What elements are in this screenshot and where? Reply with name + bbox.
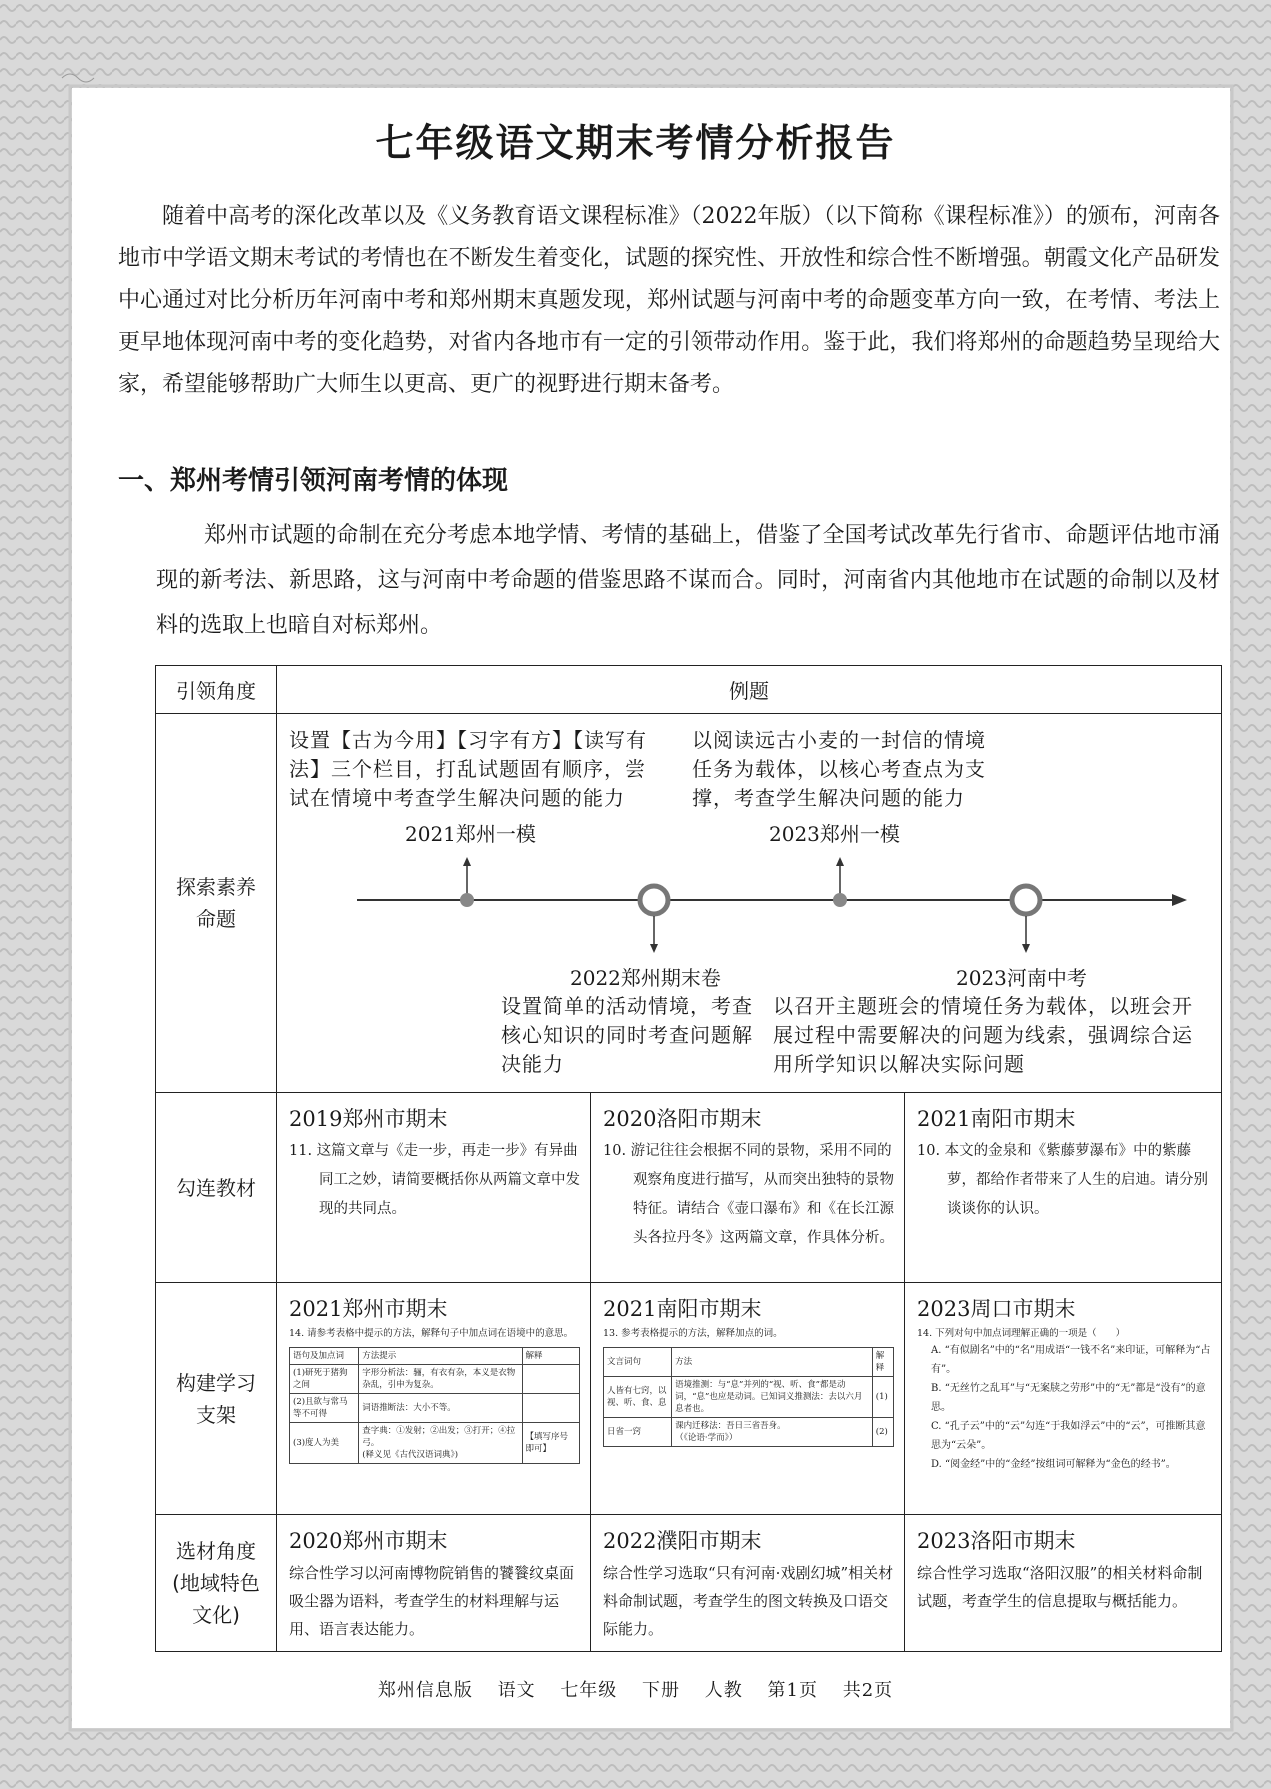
scaffold-cell: (2)且欲与常马等不可得 <box>290 1394 359 1423</box>
table-row <box>156 1515 1222 1652</box>
footer-subject: 语文 <box>497 1680 536 1701</box>
angle-cell <box>156 1515 277 1652</box>
table-row <box>156 714 1222 1093</box>
page-footer <box>0 1676 1271 1702</box>
arrow-down-icon <box>650 944 658 953</box>
angle-label: 文化) <box>192 1603 240 1627</box>
footer-page: 第1页 <box>767 1680 818 1701</box>
table-row <box>156 1283 1222 1515</box>
example-cell <box>277 1093 591 1283</box>
example-question: 14. 请参考表格中提示的方法，解释句子中加点词在语境中的意思。 <box>289 1328 574 1339</box>
intro-text: 随着中高考的深化改革以及《义务教育语文课程标准》（2022年版）（以下简称《课程标准》）的颁布，河南各地市中学语文期末考试的考情也在不断发生着变化，试题的探究性、开放性和综合性不断增强。朝霞文化产品研发中心通过对比分析历年河南中考和郑州期末真题发现，郑州试题与河南中考的命题变革方向一致，在考情、考法上更早地体现河南中考的变化趋势，对省内各地市有一定的引领带动作用。鉴于此，我们将郑州的命题趋势呈现给大家，希望能够帮助广大师生以更高、更广的视野进行期末备考。 <box>118 204 1220 397</box>
timeline-desc: 以召开主题班会的情境任务为载体，以班会开展过程中需要解决的问题为线索，强调综合运用所学知识以解决实际问题 <box>773 994 1193 1076</box>
scaffold-cell <box>672 1418 873 1447</box>
scaffold-header: 文言词句 <box>604 1348 672 1377</box>
option-b: B. “无丝竹之乱耳”与“无案牍之劳形”中的“无”都是“没有”的意思。 <box>931 1383 1206 1413</box>
example-question: 14. 下列对句中加点词理解正确的一项是（ ） <box>917 1328 1126 1339</box>
scaffold-cell: (1)研死于猪狗之间 <box>290 1365 359 1394</box>
timeline-label: 2023河南中考 <box>956 966 1087 990</box>
scaffold-hint: 课内迁移法：吾日三省吾身。 <box>675 1421 786 1431</box>
answer-blank <box>522 1365 579 1394</box>
scaffold-header: 解释 <box>522 1348 579 1365</box>
scaffold-table <box>603 1347 894 1447</box>
timeline-ring <box>640 886 668 914</box>
scaffold-cell: (2) <box>872 1418 893 1447</box>
example-title: 2020郑州市期末 <box>289 1529 448 1553</box>
example-cell <box>277 1515 591 1652</box>
example-title: 2021南阳市期末 <box>603 1297 762 1321</box>
example-text: 10. 本文的金泉和《紫藤萝瀑布》中的紫藤萝，都给作者带来了人生的启迪。请分别谈谈你的认识。 <box>917 1143 1208 1217</box>
footer-edition: 郑州信息版 <box>377 1680 473 1701</box>
scaffold-cell: 词语推断法：大小不等。 <box>359 1394 522 1423</box>
example-cell <box>905 1093 1222 1283</box>
example-title: 2020洛阳市期末 <box>603 1107 762 1131</box>
scaffold-header: 语句及加点词 <box>290 1348 359 1365</box>
scaffold-header: 方法提示 <box>359 1348 522 1365</box>
scaffold-note: （《论语·学而》） <box>675 1433 738 1443</box>
scaffold-hint: 查字典：①发射；②出发；③打开；④拉弓。 <box>362 1426 516 1448</box>
angle-label: 命题 <box>196 907 236 931</box>
angle-label: 探索素养 <box>176 875 256 899</box>
example-title: 2021郑州市期末 <box>289 1297 448 1321</box>
timeline-dot <box>460 893 474 907</box>
option-a: A. “有似剧名”中的“名”用成语“一钱不名”来印证，可解释为“占有”。 <box>931 1345 1211 1375</box>
table-row <box>156 1093 1222 1283</box>
col-header-angle: 引领角度 <box>156 666 277 714</box>
arrow-up-icon <box>463 857 471 866</box>
footer-publisher: 人教 <box>704 1680 743 1701</box>
example-text: 10. 游记往往会根据不同的景物，采用不同的观察角度进行描写，从而突出独特的景物特征。请结合《壶口瀑布》和《在长江源头各拉丹冬》这两篇文章，作具体分析。 <box>603 1143 894 1246</box>
example-question: 13. 参考表格提示的方法，解释加点的词。 <box>603 1328 783 1339</box>
arrow-down-icon <box>1022 944 1030 953</box>
scaffold-cell: 【填写序号即可】 <box>522 1423 579 1464</box>
angle-label: 支架 <box>196 1402 236 1427</box>
example-title: 2022濮阳市期末 <box>603 1529 762 1553</box>
scaffold-cell <box>359 1423 522 1464</box>
scaffold-cell: 人皆有七窍，以视、听、食、息 <box>604 1377 672 1418</box>
answer-blank <box>522 1394 579 1423</box>
arrow-up-icon <box>836 857 844 866</box>
option-d: D. “阅金经”中的“金经”按组词可解释为“金色的经书”。 <box>931 1459 1176 1470</box>
section-text: 郑州市试题的命制在充分考虑本地学情、考情的基础上，借鉴了全国考试改革先行省市、命题评估地市涌现的新考法、新思路，这与河南中考命题的借鉴思路不谋而合。同时，河南省内其他地市在试题的命制以及材料的选取上也暗自对标郑州。 <box>156 523 1220 638</box>
timeline-desc: 设置【古为今用】【习字有方】【读写有法】三个栏目，打乱试题固有顺序，尝试在情境中考查学生解决问题的能力 <box>289 728 647 810</box>
timeline-label: 2021郑州一模 <box>405 822 536 846</box>
option-c: C. “孔子云”中的“云”勾连“于我如浮云”中的“云”，可推断其意思为“云朵”。 <box>931 1421 1206 1451</box>
example-title: 2023洛阳市期末 <box>917 1529 1076 1553</box>
scaffold-note: (释义见《古代汉语词典》) <box>362 1450 459 1460</box>
angle-cell: 勾连教材 <box>156 1093 277 1283</box>
timeline-label: 2022郑州期末卷 <box>570 966 721 990</box>
scaffold-header: 解释 <box>872 1348 893 1377</box>
example-title: 2021南阳市期末 <box>917 1107 1076 1131</box>
timeline-cell <box>277 714 1222 1093</box>
scaffold-table <box>289 1347 580 1464</box>
example-cell <box>591 1283 905 1515</box>
example-cell <box>277 1283 591 1515</box>
timeline <box>277 714 1221 1092</box>
timeline-desc: 以阅读远古小麦的一封信的情境任务为载体，以核心考查点为支撑，考查学生解决问题的能力 <box>692 728 986 810</box>
scaffold-cell: (1) <box>872 1377 893 1418</box>
col-header-examples: 例题 <box>277 666 1222 714</box>
footer-volume: 下册 <box>642 1680 681 1701</box>
analysis-table <box>155 665 1222 1652</box>
intro-paragraph <box>118 196 1220 406</box>
scaffold-cell: 语境推测：与“息”并列的“视、听、食”都是动词，“息”也应是动词。已知词义推测法：去以六月息者也。 <box>672 1377 873 1418</box>
timeline-ring <box>1012 886 1040 914</box>
angle-label: 构建学习 <box>176 1370 256 1395</box>
example-text: 综合性学习选取“只有河南·戏剧幻城”相关材料命制试题，考查学生的图文转换及口语交际能力。 <box>603 1564 894 1638</box>
example-title: 2023周口市期末 <box>917 1297 1076 1321</box>
angle-label: 选材角度 <box>176 1539 256 1563</box>
timeline-label: 2023郑州一模 <box>769 822 900 846</box>
timeline-desc: 设置简单的活动情境，考查核心知识的同时考查问题解决能力 <box>501 994 753 1076</box>
footer-total: 共2页 <box>842 1680 894 1701</box>
example-cell <box>591 1515 905 1652</box>
scaffold-cell: (3)度人为美 <box>290 1423 359 1464</box>
timeline-dot <box>833 893 847 907</box>
page-title: 七年级语文期末考情分析报告 <box>375 121 896 165</box>
example-title: 2019郑州市期末 <box>289 1107 448 1131</box>
example-cell <box>905 1283 1222 1515</box>
scaffold-cell: 日省一窍 <box>604 1418 672 1447</box>
scaffold-cell: 字形分析法：骊，有衣有杂，本义是衣物杂乱，引申为复杂。 <box>359 1365 522 1394</box>
angle-cell <box>156 714 277 1093</box>
angle-label: (地域特色 <box>172 1571 260 1595</box>
example-text: 综合性学习以河南博物院销售的饕餮纹桌面吸尘器为语料，考查学生的材料理解与运用、语言表达能力。 <box>289 1564 575 1638</box>
example-text: 综合性学习选取“洛阳汉服”的相关材料命制试题，考查学生的信息提取与概括能力。 <box>917 1564 1203 1610</box>
example-cell <box>905 1515 1222 1652</box>
section-paragraph <box>156 513 1220 648</box>
section-heading: 一、郑州考情引领河南考情的体现 <box>118 466 509 496</box>
footer-grade: 七年级 <box>560 1680 618 1701</box>
arrow-head-icon <box>1172 894 1187 906</box>
example-text: 11. 这篇文章与《走一步，再走一步》有异曲同工之妙，请简要概括你从两篇文章中发现的共同点。 <box>289 1143 580 1217</box>
scaffold-header: 方法 <box>672 1348 873 1377</box>
example-cell <box>591 1093 905 1283</box>
angle-cell <box>156 1283 277 1515</box>
